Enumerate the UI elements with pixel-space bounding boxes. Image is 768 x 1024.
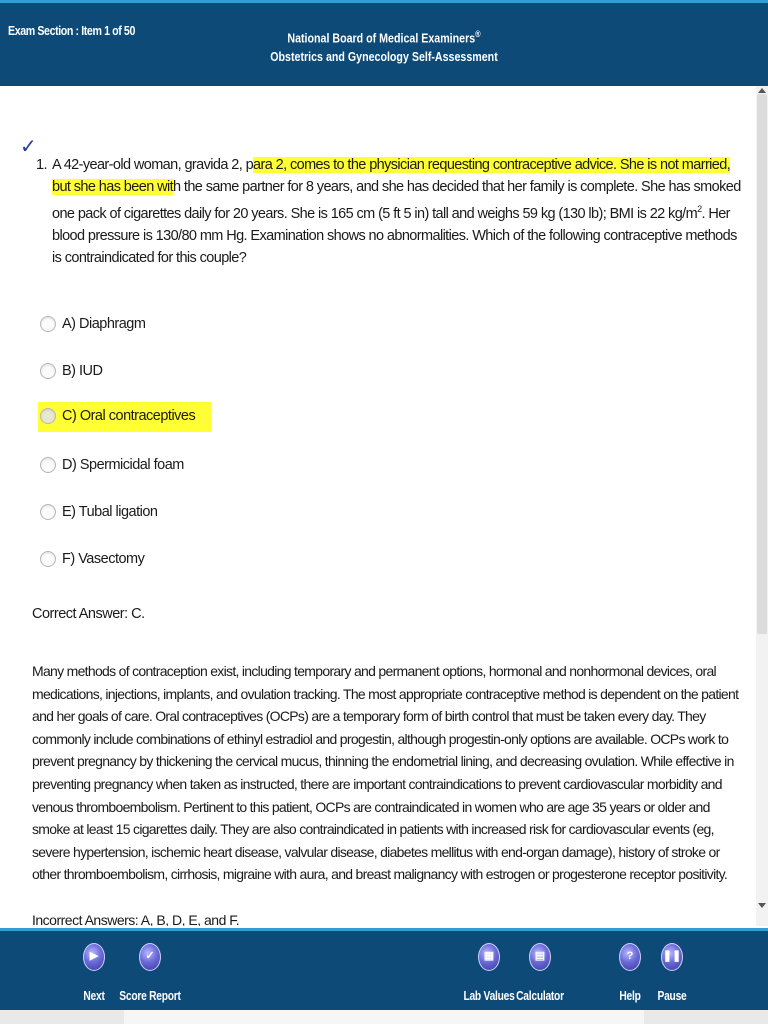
option-label: B) IUD <box>62 363 103 379</box>
radio-button[interactable] <box>40 504 56 520</box>
check-icon: ✓ <box>139 943 161 971</box>
question-pane[interactable] <box>0 86 756 926</box>
explanation-text: Many methods of contraception exist, including temporary and permanent options, hormonal and nonhormonal devices, oral medications, injections, implants, and ovulation tracking. The most appropriate contraceptive method is dependent on the patient and her goals of care. Oral contraceptives (OCPs) are a temporary form of birth control that must be taken every day. They commonly include combinations of ethinyl estradiol and progestin, although progestin-only options are available. OCPs work to prevent pregnancy by thickening the cervical mucus, thinning the endometrial lining, and decreasing ovulation. While effective in preventing pregnancy when taken as instructed, there are important contraindications to prevent cardiovascular morbidity and venous thromboembolism. Pertinent to this patient, OCPs are contraindicated in women who are age 35 years or older and smoke at least 15 cigarettes daily. They are also contraindicated in patients with increased risk for cardiovascular events (eg, severe hypertension, ischemic heart disease, valvular disease, diabetes mellitus with end-organ damage), history of stroke or other thromboembolism, cirrhosis, migraine with aura, and breast malignancy with estrogen or progesterone receptor positivity. <box>32 663 739 883</box>
help-button[interactable]: ? Help <box>590 943 670 1003</box>
answer-options <box>38 314 211 596</box>
option-c[interactable] <box>38 408 211 455</box>
next-button[interactable]: ▶ Next <box>54 943 134 1003</box>
question-number: 1. <box>36 157 47 173</box>
question-stem <box>36 154 748 269</box>
scroll-down-icon[interactable] <box>758 903 766 908</box>
lab-values-button[interactable]: ▦ Lab Values <box>449 943 529 1003</box>
radio-button[interactable] <box>40 316 56 332</box>
option-a[interactable] <box>38 314 211 361</box>
exam-header <box>0 0 768 86</box>
option-label: E) Tubal ligation <box>62 504 158 520</box>
correct-answer: Correct Answer: C. <box>32 606 145 622</box>
answered-check-icon: ✓ <box>20 136 37 158</box>
radio-button[interactable] <box>40 363 56 379</box>
title-line-1: National Board of Medical Examiners® <box>287 29 481 46</box>
pause-icon: ❚❚ <box>661 943 683 971</box>
scroll-thumb[interactable] <box>757 94 767 634</box>
title-line-2: Obstetrics and Gynecology Self-Assessment <box>270 49 498 65</box>
exam-title <box>0 25 768 66</box>
exam-footer <box>0 928 768 1010</box>
question-text: A 42-year-old woman, gravida 2, para 2, comes to the physician requesting contraceptive advice. She is not married, but she has been with the same partner for 8 years, and she has decided that her family is complete. She has smoked one pack of cigarettes daily for 20 years. She is 165 cm (5 ft 5 in) tall and weighs 59 kg (130 lb); BMI is 22 $kg/m^2$. Her blood pressure is 130/80 mm Hg. Examination shows no abnormalities. Which of the following contraceptive methods is contraindicated for this couple? <box>52 157 741 266</box>
option-label: C) Oral contraceptives <box>62 408 196 424</box>
vertical-scrollbar[interactable] <box>756 86 768 926</box>
radio-button-selected[interactable] <box>40 408 56 424</box>
option-d[interactable] <box>38 455 211 502</box>
option-b[interactable] <box>38 361 211 408</box>
option-label: D) Spermicidal foam <box>62 457 184 473</box>
scroll-up-icon[interactable] <box>758 88 766 93</box>
play-icon: ▶ <box>83 943 105 971</box>
score-report-button[interactable]: ✓ Score Report <box>110 943 190 1003</box>
option-label: A) Diaphragm <box>62 316 146 332</box>
highlighted-text: ara 2, comes to the physician requesting contraceptive advice. She is not married, but she has been wit <box>52 157 731 195</box>
incorrect-answers-heading: Incorrect Answers: A, B, D, E, and F. <box>32 912 240 926</box>
calculator-button[interactable]: ▤ Calculator <box>500 943 580 1003</box>
window-bottom-bar <box>0 1010 768 1024</box>
calculator-icon: ▤ <box>529 943 551 971</box>
option-label: F) Vasectomy <box>62 551 145 567</box>
option-e[interactable] <box>38 502 211 549</box>
question-icon: ? <box>619 943 641 971</box>
pause-button[interactable]: ❚❚ Pause <box>632 943 712 1003</box>
flask-icon: ▦ <box>478 943 500 971</box>
section-label: Exam Section : Item 1 of 50 <box>8 23 135 38</box>
taskbar-strip <box>124 1010 644 1024</box>
option-f[interactable] <box>38 549 211 596</box>
radio-button[interactable] <box>40 551 56 567</box>
radio-button[interactable] <box>40 457 56 473</box>
